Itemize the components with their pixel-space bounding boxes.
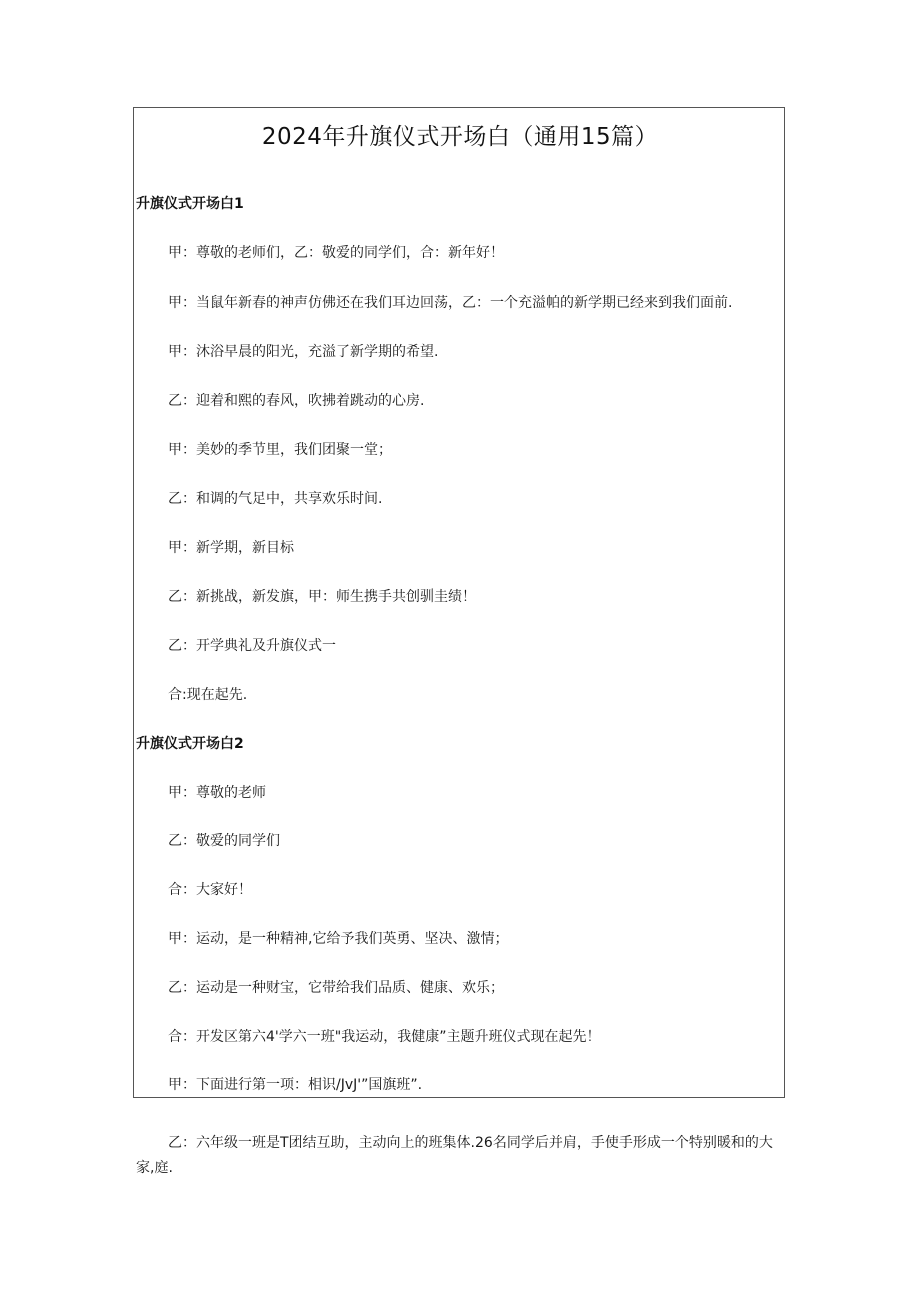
- dialogue-line: 乙：开学典礼及升旗仪式一: [168, 638, 336, 654]
- dialogue-line: 乙：新挑战，新发旗，甲：师生携手共创驯圭绩！: [168, 589, 476, 605]
- dialogue-line: 乙：迎着和熙的春风，吹拂着跳动的心房.: [168, 393, 425, 409]
- dialogue-line: 甲：尊敬的老师: [168, 785, 266, 801]
- dialogue-line: 甲：沐浴早晨的阳光，充溢了新学期的希望.: [168, 344, 439, 360]
- section-heading-2: 升旗仪式开场白2: [136, 736, 244, 752]
- dialogue-line: 甲：下面进行第一项：相识/JvJ'”国旗班”.: [168, 1077, 423, 1093]
- dialogue-line: 乙：运动是一种财宝，它带给我们品质、健康、欢乐；: [168, 980, 504, 996]
- dialogue-line: 合：大家好！: [168, 882, 252, 898]
- dialogue-line: 合:现在起先.: [168, 687, 248, 703]
- document-title: 2024年升旗仪式开场白（通用15篇）: [261, 124, 659, 150]
- dialogue-line: 乙：敬爱的同学们: [168, 833, 280, 849]
- continuation-paragraph: 乙：六年级一班是T团结互助，主动向上的班集体.26名同学后并肩，手使手形成一个特别暖和的大家,庭.: [136, 1135, 773, 1176]
- dialogue-line: 甲：新学期，新目标: [168, 540, 294, 556]
- dialogue-line: 甲：当鼠年新春的神声仿佛还在我们耳边回荡，乙：一个充溢帕的新学期已经来到我们面前.: [168, 295, 733, 311]
- dialogue-line: 乙：和调的气足中，共享欢乐时间.: [168, 491, 383, 507]
- dialogue-line: 甲：尊敬的老师们，乙：敬爱的同学们，合：新年好！: [168, 245, 504, 261]
- dialogue-line: 甲：美妙的季节里，我们团聚一堂；: [168, 442, 392, 458]
- section-heading-1: 升旗仪式开场白1: [136, 196, 244, 212]
- dialogue-line: 甲：运动，是一种精神,它给予我们英勇、坚决、激情；: [168, 931, 509, 947]
- dialogue-line: 合：开发区第六4'学六一班"我运动，我健康”主题升班仪式现在起先！: [168, 1029, 601, 1045]
